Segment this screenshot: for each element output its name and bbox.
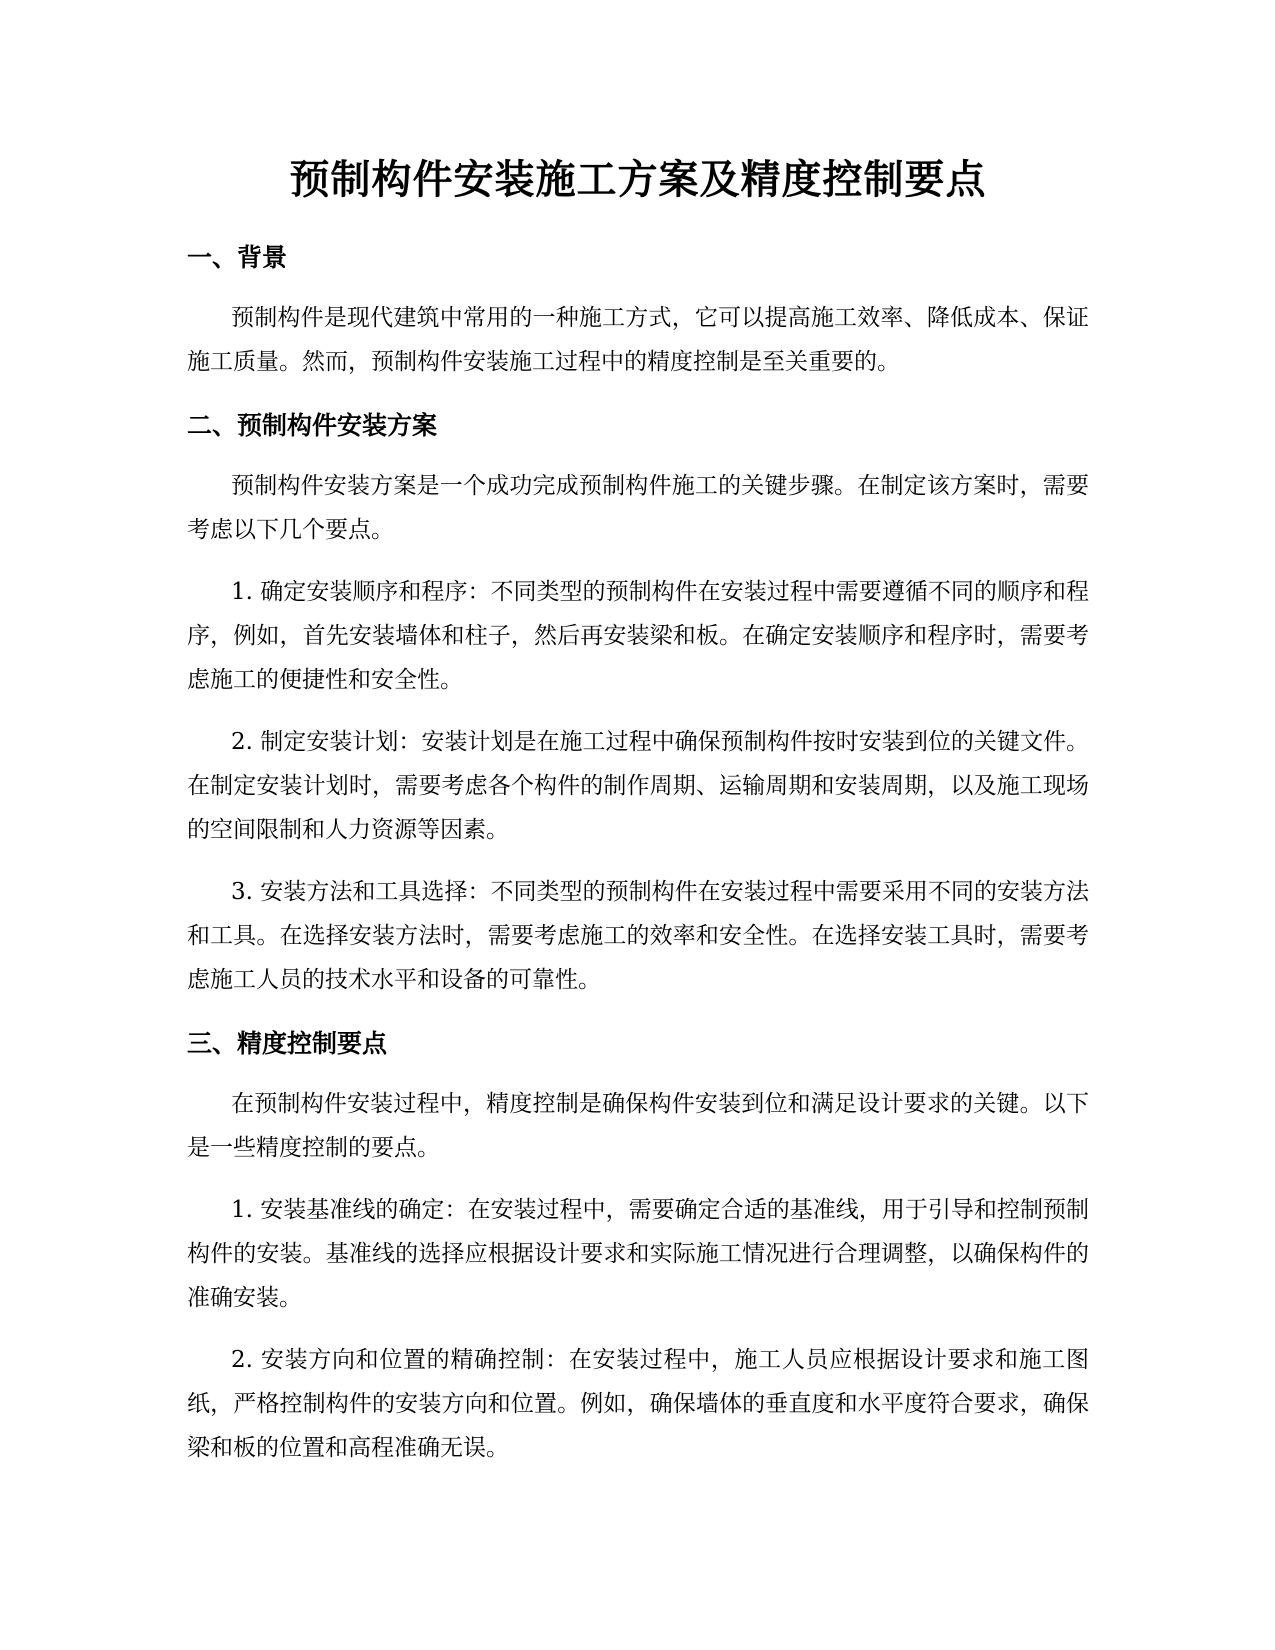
section-heading: 三、精度控制要点 [187, 1029, 388, 1058]
body-paragraph: 在预制构件安装过程中，精度控制是确保构件安装到位和满足设计要求的关键。以下是一些精度控制的要点。 [187, 1091, 1089, 1161]
document-title: 预制构件安装施工方案及精度控制要点 [289, 157, 987, 203]
section-precision-control [187, 1026, 1089, 1470]
body-paragraph: 预制构件安装方案是一个成功完成预制构件施工的关键步骤。在制定该方案时，需要考虑以下几个要点。 [187, 473, 1089, 543]
section-heading: 一、背景 [187, 243, 288, 272]
list-item-paragraph: 3. 安装方法和工具选择：不同类型的预制构件在安装过程中需要采用不同的安装方法和工具。在选择安装方法时，需要考虑施工的效率和安全性。在选择安装工具时，需要考虑施工人员的技术水平和设备的可靠性。 [187, 879, 1089, 993]
body-paragraph: 预制构件是现代建筑中常用的一种施工方式，它可以提高施工效率、降低成本、保证施工质量。然而，预制构件安装施工过程中的精度控制是至关重要的。 [187, 305, 1089, 375]
list-item-paragraph: 1. 安装基准线的确定：在安装过程中，需要确定合适的基准线，用于引导和控制预制构件的安装。基准线的选择应根据设计要求和实际施工情况进行合理调整，以确保构件的准确安装。 [187, 1197, 1089, 1311]
section-heading: 二、预制构件安装方案 [187, 411, 438, 440]
document-body [187, 150, 1089, 1488]
list-item-paragraph: 1. 确定安装顺序和程序：不同类型的预制构件在安装过程中需要遵循不同的顺序和程序，例如，首先安装墙体和柱子，然后再安装梁和板。在确定安装顺序和程序时，需要考虑施工的便捷性和安全性。 [187, 579, 1089, 693]
list-item-paragraph: 2. 制定安装计划：安装计划是在施工过程中确保预制构件按时安装到位的关键文件。在制定安装计划时，需要考虑各个构件的制作周期、运输周期和安装周期，以及施工现场的空间限制和人力资源等因素。 [187, 729, 1089, 843]
section-background [187, 240, 1089, 384]
list-item-paragraph: 2. 安装方向和位置的精确控制：在安装过程中，施工人员应根据设计要求和施工图纸，严格控制构件的安装方向和位置。例如，确保墙体的垂直度和水平度符合要求，确保梁和板的位置和高程准确无误。 [187, 1347, 1089, 1461]
section-installation-plan [187, 408, 1089, 1002]
